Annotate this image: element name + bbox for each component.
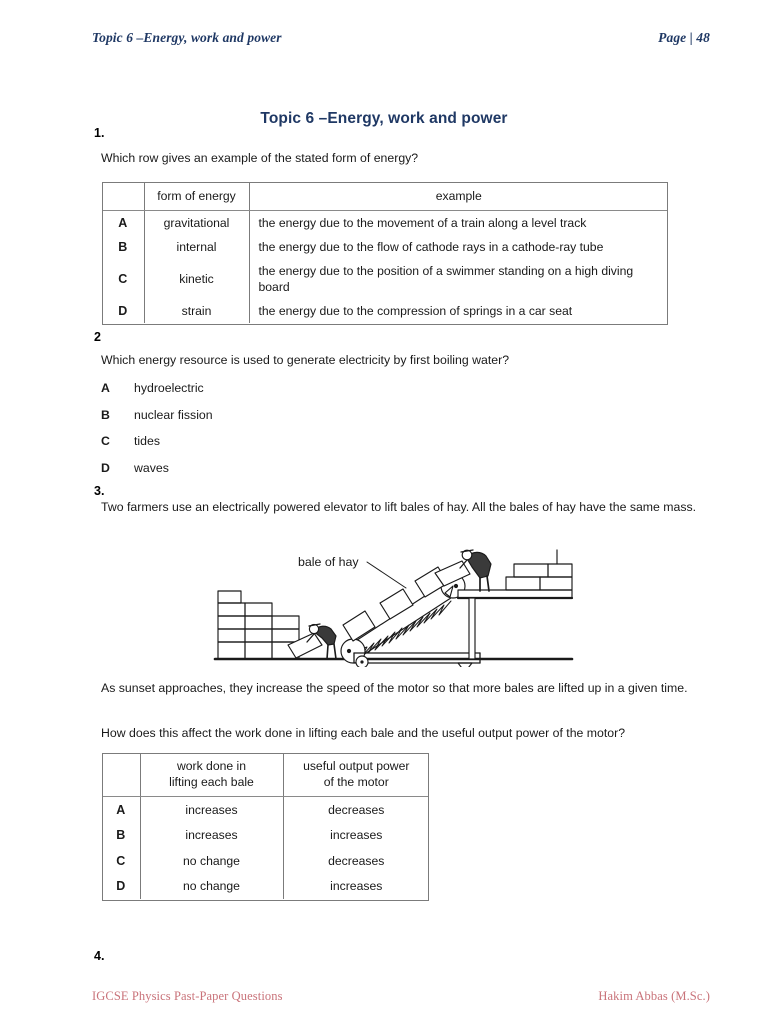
table1-row-example: the energy due to the compression of springs in a car seat bbox=[258, 304, 573, 318]
table2-row-letter: C bbox=[102, 848, 140, 874]
table2-header-work-line2: lifting each bale bbox=[169, 774, 254, 789]
table2-row-power: decreases bbox=[328, 802, 385, 817]
table-row bbox=[102, 259, 668, 299]
question-3-paragraph-3: How does this affect the work done in lifting each bale and the useful output power of the motor? bbox=[101, 726, 626, 740]
loft-bale-stack bbox=[506, 550, 572, 590]
table-row bbox=[102, 848, 429, 874]
loft-platform bbox=[458, 590, 572, 659]
question-4-number: 4. bbox=[94, 949, 105, 963]
table2-header-power bbox=[283, 753, 429, 797]
table1-row-form: kinetic bbox=[144, 259, 249, 299]
option-label: hydroelectric bbox=[134, 381, 204, 395]
table1-row-example: the energy due to the position of a swimmer standing on a high diving board bbox=[258, 264, 634, 294]
option-letter: C bbox=[101, 434, 110, 448]
table-row bbox=[102, 797, 429, 823]
table-row bbox=[102, 299, 668, 323]
option-row-a[interactable] bbox=[101, 381, 213, 408]
table2-row-power: decreases bbox=[328, 853, 385, 868]
option-letter: A bbox=[101, 381, 110, 395]
hay-elevator-figure bbox=[210, 545, 575, 667]
table2-row-letter: D bbox=[102, 874, 140, 900]
table2-row-letter: B bbox=[102, 823, 140, 849]
table2-header-power-line1: useful output power bbox=[303, 759, 410, 773]
table1-row-letter: A bbox=[102, 211, 144, 236]
question-1-number: 1. bbox=[94, 126, 105, 140]
option-row-b[interactable] bbox=[101, 408, 213, 435]
table1-header-blank bbox=[102, 182, 144, 211]
question-2-number: 2 bbox=[94, 330, 101, 344]
option-letter: B bbox=[101, 407, 110, 422]
bales-on-belt bbox=[343, 567, 448, 641]
option-label: waves bbox=[134, 460, 169, 475]
question-3-number: 3. bbox=[94, 484, 105, 498]
table-row bbox=[102, 211, 668, 236]
table-header-row bbox=[102, 753, 429, 797]
table2-row-work: no change bbox=[140, 848, 283, 874]
table1-row-example: the energy due to the movement of a train along a level track bbox=[258, 216, 587, 230]
footer-source-label: IGCSE Physics Past-Paper Questions bbox=[92, 989, 283, 1003]
table-row bbox=[102, 235, 668, 259]
option-letter: D bbox=[101, 460, 110, 475]
table2-header-work-line1: work done in bbox=[176, 759, 247, 773]
table1-row-form: gravitational bbox=[144, 211, 249, 236]
table1-row-form: strain bbox=[144, 299, 249, 323]
question-1-stem: Which row gives an example of the stated form of energy? bbox=[101, 151, 419, 165]
table-row bbox=[102, 823, 429, 849]
table2-row-power: increases bbox=[330, 879, 383, 894]
figure-leader-line bbox=[367, 562, 406, 588]
table1-row-example: the energy due to the flow of cathode rays in a cathode-ray tube bbox=[258, 240, 604, 254]
table2-row-letter: A bbox=[102, 797, 140, 823]
question-2-stem: Which energy resource is used to generate electricity by first boiling water? bbox=[101, 353, 510, 367]
option-row-c[interactable] bbox=[101, 434, 213, 461]
question-3-stem: Two farmers use an electrically powered elevator to lift bales of hay. All the bales of hay have the same mass. bbox=[101, 500, 697, 514]
table2-header-power-line2: of the motor bbox=[323, 774, 389, 789]
question-2-options bbox=[101, 381, 213, 487]
running-header bbox=[92, 30, 710, 46]
work-and-power-table bbox=[102, 753, 429, 899]
header-page-number: Page | 48 bbox=[658, 30, 710, 45]
table2-row-work: increases bbox=[140, 823, 283, 849]
figure-label-text: bale of hay bbox=[298, 555, 359, 569]
option-label: tides bbox=[134, 434, 160, 448]
table1-row-letter: B bbox=[102, 235, 144, 259]
table2-row-work: increases bbox=[140, 797, 283, 823]
table2-row-power: increases bbox=[330, 828, 383, 843]
table2-header-blank bbox=[102, 753, 140, 797]
footer-author-label: Hakim Abbas (M.Sc.) bbox=[598, 989, 710, 1003]
page-title: Topic 6 –Energy, work and power bbox=[260, 110, 508, 127]
table2-header-work bbox=[140, 753, 283, 797]
left-bale-stack bbox=[218, 591, 299, 659]
header-topic-label: Topic 6 –Energy, work and power bbox=[92, 30, 282, 45]
form-of-energy-table bbox=[102, 182, 668, 323]
table-header-row bbox=[102, 182, 668, 211]
option-label: nuclear fission bbox=[134, 407, 213, 422]
table-row bbox=[102, 874, 429, 900]
option-row-d[interactable] bbox=[101, 461, 213, 488]
table1-row-letter: C bbox=[102, 259, 144, 299]
table1-header-form: form of energy bbox=[144, 182, 249, 211]
table2-row-work: no change bbox=[140, 874, 283, 900]
running-footer bbox=[92, 989, 710, 1004]
question-3-paragraph-2: As sunset approaches, they increase the speed of the motor so that more bales are lifted up in a given time. bbox=[101, 681, 688, 695]
table1-row-letter: D bbox=[102, 299, 144, 323]
table1-header-example: example bbox=[249, 182, 668, 211]
table1-row-form: internal bbox=[144, 235, 249, 259]
